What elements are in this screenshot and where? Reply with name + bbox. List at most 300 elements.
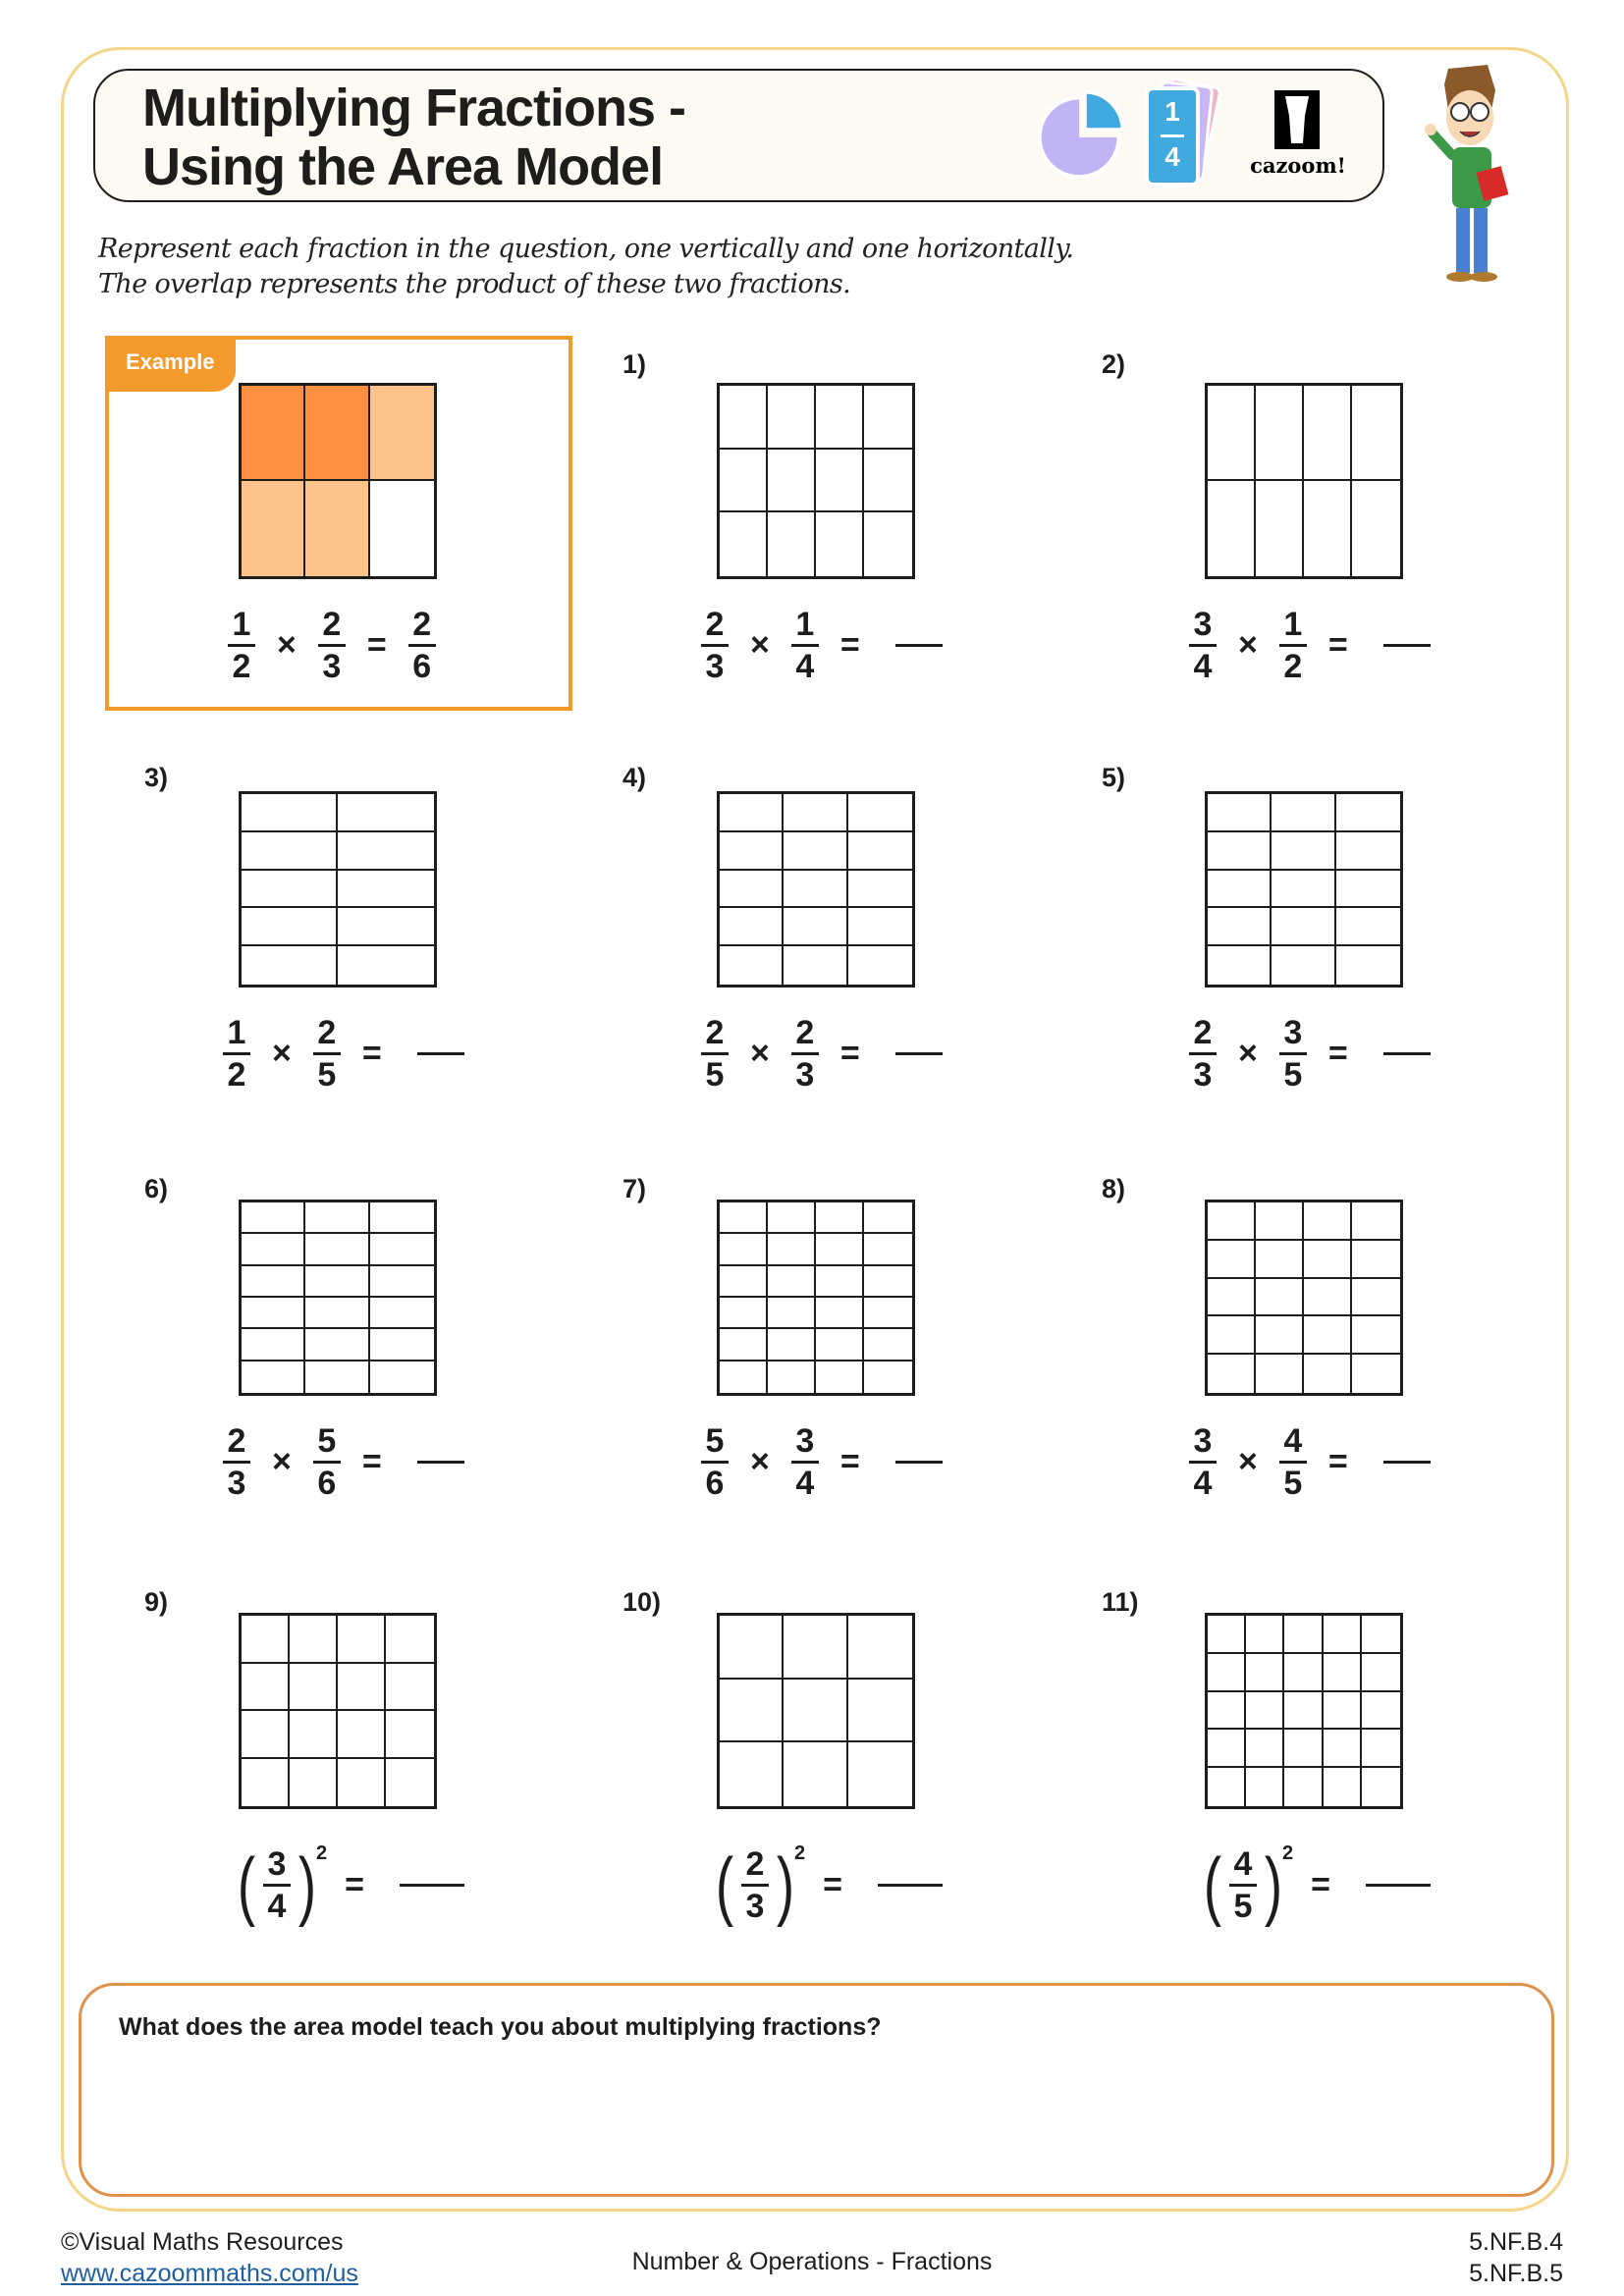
answer-blank[interactable]	[1383, 1052, 1431, 1055]
grid-cell[interactable]	[864, 512, 912, 576]
grid-cell[interactable]	[1256, 481, 1304, 576]
denominator: 6	[317, 1464, 337, 1502]
equation	[697, 1009, 943, 1097]
grid-cell[interactable]	[816, 1266, 864, 1298]
fraction-bar	[701, 1052, 729, 1055]
grid-cell[interactable]	[1324, 1692, 1362, 1731]
example-equation	[224, 601, 440, 689]
grid-cell[interactable]	[1256, 386, 1304, 481]
fraction	[1189, 1423, 1217, 1501]
grid-cell[interactable]	[242, 1202, 305, 1234]
grid-cell[interactable]	[305, 1202, 369, 1234]
grid-cell[interactable]	[242, 832, 338, 871]
fraction	[701, 607, 729, 684]
grid-cell[interactable]	[1362, 1692, 1400, 1731]
grid-cell[interactable]	[816, 512, 864, 576]
grid-cell[interactable]	[864, 1298, 912, 1329]
grid-cell[interactable]	[768, 1362, 816, 1393]
grid-cell[interactable]	[386, 1711, 434, 1759]
fraction	[228, 607, 255, 684]
title-line-2: Using the Area Model	[142, 137, 664, 196]
grid-cell[interactable]	[370, 1362, 434, 1393]
grid-cell[interactable]	[1208, 1616, 1246, 1654]
grid-cell[interactable]	[1208, 908, 1272, 946]
grid-cell[interactable]	[1208, 1654, 1246, 1692]
grid-cell[interactable]	[1352, 386, 1400, 481]
question-number: 3)	[144, 763, 169, 792]
reflection-answer-box[interactable]	[79, 1983, 1554, 2197]
grid-cell[interactable]	[816, 1298, 864, 1329]
fraction-bar	[791, 1052, 819, 1055]
fraction	[791, 1423, 819, 1501]
equals-sign: =	[366, 625, 387, 664]
question-number: 9)	[144, 1587, 169, 1617]
grid-cell[interactable]	[720, 1616, 784, 1680]
fraction-bar	[1279, 1052, 1307, 1055]
grid-cell[interactable]	[864, 386, 912, 450]
answer-blank[interactable]	[895, 644, 943, 647]
times-sign: ×	[1238, 1034, 1258, 1072]
numerator: 2	[745, 1844, 765, 1883]
grid-cell[interactable]	[720, 450, 768, 513]
grid-cell[interactable]	[1272, 908, 1335, 946]
grid-cell[interactable]	[305, 386, 369, 481]
grid-cell[interactable]	[242, 871, 338, 909]
times-sign: ×	[750, 625, 770, 664]
grid-cell[interactable]	[720, 1329, 768, 1361]
grid-cell[interactable]	[386, 1616, 434, 1664]
grid-cell[interactable]	[1208, 871, 1272, 909]
grid-cell[interactable]	[290, 1664, 338, 1712]
right-paren: )	[298, 1842, 317, 1928]
grid-cell[interactable]	[1352, 1241, 1400, 1279]
grid-cell[interactable]	[1208, 481, 1256, 576]
grid-cell[interactable]	[338, 908, 434, 946]
grid-cell[interactable]	[1336, 832, 1400, 871]
fraction-bar	[741, 1884, 769, 1887]
grid-cell[interactable]	[768, 1202, 816, 1234]
equals-sign: =	[1327, 625, 1348, 664]
grid-cell[interactable]	[370, 1234, 434, 1265]
grid-cell[interactable]	[1304, 386, 1352, 481]
grid-cell[interactable]	[720, 512, 768, 576]
numerator: 3	[1193, 605, 1213, 643]
grid-cell[interactable]	[1304, 1202, 1352, 1241]
denominator: 4	[1193, 1464, 1213, 1502]
area-model-grid	[239, 1613, 437, 1809]
grid-cell[interactable]	[1256, 1279, 1304, 1317]
grid-cell[interactable]	[386, 1664, 434, 1712]
grid-cell[interactable]	[720, 832, 784, 871]
numerator: 3	[795, 1421, 815, 1460]
fraction-bar	[223, 1461, 250, 1464]
answer-blank[interactable]	[1366, 1884, 1431, 1887]
grid-cell[interactable]	[768, 1329, 816, 1361]
grid-cell[interactable]	[864, 1329, 912, 1361]
equation	[697, 1417, 943, 1506]
area-model-grid	[239, 1200, 437, 1396]
grid-cell[interactable]	[848, 832, 912, 871]
grid-cell[interactable]	[816, 1362, 864, 1393]
grid-cell[interactable]	[1304, 1316, 1352, 1355]
fraction	[1189, 607, 1217, 684]
grid-cell[interactable]	[1352, 481, 1400, 576]
grid-cell[interactable]	[1256, 1202, 1304, 1241]
answer-blank[interactable]	[878, 1884, 943, 1887]
answer-blank[interactable]	[400, 1884, 464, 1887]
numerator: 1	[232, 605, 251, 643]
grid-cell[interactable]	[1336, 908, 1400, 946]
fraction	[791, 607, 819, 684]
area-model-grid	[717, 791, 915, 988]
grid-cell[interactable]	[848, 908, 912, 946]
grid-cell[interactable]	[1284, 1616, 1323, 1654]
numerator: 2	[317, 1013, 337, 1051]
grid-cell[interactable]	[1324, 1654, 1362, 1692]
grid-cell[interactable]	[370, 386, 434, 481]
fraction-card-icon	[1129, 79, 1227, 191]
grid-cell[interactable]	[1304, 481, 1352, 576]
fraction-bar	[1189, 1052, 1217, 1055]
grid-cell[interactable]	[720, 871, 784, 909]
grid-cell[interactable]	[864, 1266, 912, 1298]
grid-cell[interactable]	[305, 1234, 369, 1265]
grid-cell[interactable]	[720, 1742, 784, 1806]
grid-cell[interactable]	[1208, 1279, 1256, 1317]
grid-cell[interactable]	[784, 908, 847, 946]
denominator: 3	[322, 647, 342, 685]
grid-cell[interactable]	[864, 1362, 912, 1393]
denominator: 5	[317, 1055, 337, 1094]
grid-cell[interactable]	[720, 1298, 768, 1329]
card-numerator: 1	[1164, 96, 1180, 127]
standard-code: 5.NF.B.5	[1469, 2260, 1563, 2287]
grid-cell[interactable]	[305, 1266, 369, 1298]
grid-cell[interactable]	[305, 1329, 369, 1361]
grid-cell[interactable]	[242, 1759, 290, 1807]
grid-cell[interactable]	[1304, 1279, 1352, 1317]
grid-cell[interactable]	[1362, 1730, 1400, 1768]
grid-cell[interactable]	[338, 946, 434, 985]
fraction-bar	[223, 1052, 250, 1055]
answer-blank[interactable]	[1383, 644, 1431, 647]
fraction	[701, 1423, 729, 1501]
times-sign: ×	[272, 1442, 292, 1480]
grid-cell[interactable]	[1208, 832, 1272, 871]
grid-cell[interactable]	[768, 386, 816, 450]
grid-cell[interactable]	[848, 1616, 912, 1680]
grid-cell[interactable]	[1208, 386, 1256, 481]
grid-cell[interactable]	[1336, 794, 1400, 832]
grid-cell[interactable]	[720, 1362, 768, 1393]
grid-cell[interactable]	[242, 1266, 305, 1298]
grid-cell[interactable]	[1284, 1692, 1323, 1731]
answer-blank[interactable]	[417, 1461, 464, 1464]
answer-blank[interactable]	[895, 1461, 943, 1464]
grid-cell[interactable]	[784, 1616, 847, 1680]
area-model-grid	[1205, 1200, 1403, 1396]
grid-cell[interactable]	[1246, 1730, 1284, 1768]
grid-cell[interactable]	[242, 1329, 305, 1361]
fraction	[1229, 1846, 1257, 1924]
grid-cell[interactable]	[720, 794, 784, 832]
grid-cell[interactable]	[242, 1234, 305, 1265]
denominator: 2	[227, 1055, 246, 1094]
times-sign: ×	[272, 1034, 292, 1072]
denominator: 4	[1193, 647, 1213, 685]
grid-cell[interactable]	[242, 1362, 305, 1393]
grid-cell[interactable]	[864, 1234, 912, 1265]
grid-cell[interactable]	[305, 1298, 369, 1329]
grid-cell[interactable]	[1362, 1616, 1400, 1654]
grid-cell[interactable]	[242, 386, 305, 481]
grid-cell[interactable]	[338, 1759, 386, 1807]
grid-cell[interactable]	[1304, 1241, 1352, 1279]
denominator: 5	[1283, 1055, 1303, 1094]
grid-cell[interactable]	[848, 871, 912, 909]
grid-cell[interactable]	[290, 1616, 338, 1664]
area-model-grid	[717, 1613, 915, 1809]
teacher-character-icon	[1419, 61, 1522, 289]
denominator: 4	[795, 647, 815, 685]
grid-cell[interactable]	[768, 1266, 816, 1298]
question-number: 7)	[623, 1174, 647, 1203]
grid-cell[interactable]	[242, 1664, 290, 1712]
fraction	[313, 1423, 341, 1501]
grid-cell[interactable]	[848, 946, 912, 985]
grid-cell[interactable]	[1208, 1692, 1246, 1731]
grid-cell[interactable]	[768, 1298, 816, 1329]
grid-cell[interactable]	[370, 1329, 434, 1361]
grid-cell[interactable]	[816, 1329, 864, 1361]
denominator: 3	[745, 1887, 765, 1925]
grid-cell[interactable]	[1362, 1654, 1400, 1692]
equation	[697, 601, 943, 689]
grid-cell[interactable]	[848, 1742, 912, 1806]
grid-cell[interactable]	[1352, 1316, 1400, 1355]
denominator: 2	[1283, 647, 1303, 685]
area-model-grid	[717, 383, 915, 579]
grid-cell[interactable]	[720, 386, 768, 450]
grid-cell[interactable]	[1256, 1241, 1304, 1279]
grid-cell[interactable]	[242, 908, 338, 946]
fraction-bar	[263, 1884, 291, 1887]
grid-cell[interactable]	[242, 946, 338, 985]
left-paren: (	[1203, 1842, 1222, 1928]
numerator: 2	[705, 605, 725, 643]
grid-cell[interactable]	[1336, 871, 1400, 909]
question-number: 1)	[623, 349, 647, 379]
fraction-bar	[1189, 644, 1217, 647]
grid-cell[interactable]	[1284, 1768, 1323, 1806]
grid-cell[interactable]	[305, 1362, 369, 1393]
grid-cell[interactable]	[720, 1680, 784, 1743]
grid-cell[interactable]	[1324, 1616, 1362, 1654]
equals-sign: =	[361, 1442, 382, 1480]
grid-cell[interactable]	[338, 1664, 386, 1712]
grid-cell[interactable]	[1272, 832, 1335, 871]
area-model-grid	[239, 791, 437, 988]
numerator: 2	[795, 1013, 815, 1051]
numerator: 1	[1283, 605, 1303, 643]
title-line-1: Multiplying Fractions -	[142, 79, 685, 137]
denominator: 3	[1193, 1055, 1213, 1094]
grid-cell[interactable]	[370, 1266, 434, 1298]
grid-cell[interactable]	[784, 946, 847, 985]
fraction-bar	[1189, 1461, 1217, 1464]
grid-cell[interactable]	[1208, 1730, 1246, 1768]
grid-cell[interactable]	[768, 1234, 816, 1265]
denominator: 2	[232, 647, 251, 685]
fraction	[1189, 1015, 1217, 1093]
equals-sign: =	[839, 1034, 860, 1072]
right-paren: )	[1264, 1842, 1283, 1928]
equation	[1200, 1841, 1431, 1929]
grid-cell[interactable]	[338, 871, 434, 909]
area-model-grid	[1205, 1613, 1403, 1809]
grid-cell[interactable]	[1304, 1355, 1352, 1393]
fraction-bar	[313, 1052, 341, 1055]
grid-cell[interactable]	[1256, 1316, 1304, 1355]
numerator: 2	[227, 1421, 246, 1460]
grid-cell[interactable]	[1208, 794, 1272, 832]
grid-cell[interactable]	[848, 1680, 912, 1743]
answer-blank[interactable]	[1383, 1461, 1431, 1464]
fraction-bar	[701, 644, 729, 647]
grid-cell[interactable]	[242, 794, 338, 832]
example-area-grid	[239, 383, 437, 579]
grid-cell[interactable]	[720, 1202, 768, 1234]
grid-cell[interactable]	[816, 1234, 864, 1265]
times-sign: ×	[277, 625, 297, 664]
grid-cell[interactable]	[768, 450, 816, 513]
grid-cell[interactable]	[816, 1202, 864, 1234]
grid-cell[interactable]	[848, 794, 912, 832]
grid-cell[interactable]	[784, 871, 847, 909]
pie-chart-icon	[1034, 86, 1128, 181]
grid-cell[interactable]	[784, 832, 847, 871]
website-link[interactable]: www.cazoommaths.com/us	[61, 2260, 358, 2287]
grid-cell[interactable]	[1352, 1279, 1400, 1317]
area-model-grid	[1205, 383, 1403, 579]
numerator: 3	[267, 1844, 287, 1883]
grid-cell[interactable]	[1246, 1768, 1284, 1806]
right-paren: )	[776, 1842, 795, 1928]
fraction	[741, 1846, 769, 1924]
grid-cell[interactable]	[816, 450, 864, 513]
grid-cell[interactable]	[1284, 1730, 1323, 1768]
equals-sign: =	[1327, 1442, 1348, 1480]
grid-cell[interactable]	[784, 794, 847, 832]
grid-cell[interactable]	[1208, 1768, 1246, 1806]
grid-cell[interactable]	[1246, 1654, 1284, 1692]
equation	[234, 1841, 464, 1929]
grid-cell[interactable]	[1246, 1616, 1284, 1654]
grid-cell[interactable]	[768, 512, 816, 576]
grid-cell[interactable]	[242, 1298, 305, 1329]
grid-cell[interactable]	[1362, 1768, 1400, 1806]
grid-cell[interactable]	[1352, 1202, 1400, 1241]
grid-cell[interactable]	[370, 1202, 434, 1234]
numerator: 5	[705, 1421, 725, 1460]
grid-cell[interactable]	[784, 1742, 847, 1806]
equation	[1185, 601, 1431, 689]
times-sign: ×	[1238, 625, 1258, 664]
grid-cell[interactable]	[864, 450, 912, 513]
grid-cell[interactable]	[338, 1711, 386, 1759]
numerator: 3	[1283, 1013, 1303, 1051]
fraction-bar	[1279, 1461, 1307, 1464]
fraction	[223, 1423, 250, 1501]
grid-cell[interactable]	[864, 1202, 912, 1234]
grid-cell[interactable]	[370, 1298, 434, 1329]
grid-cell[interactable]	[386, 1759, 434, 1807]
fraction	[263, 1846, 291, 1924]
grid-cell[interactable]	[1272, 794, 1335, 832]
grid-cell[interactable]	[305, 481, 369, 576]
fraction-bar	[1229, 1884, 1257, 1887]
grid-cell[interactable]	[1272, 871, 1335, 909]
fraction	[1279, 1423, 1307, 1501]
answer-blank[interactable]	[417, 1052, 464, 1055]
grid-cell[interactable]	[1208, 1316, 1256, 1355]
numerator: 2	[705, 1013, 725, 1051]
grid-cell[interactable]	[1284, 1654, 1323, 1692]
fraction	[791, 1015, 819, 1093]
grid-cell[interactable]	[1256, 1355, 1304, 1393]
grid-cell[interactable]	[784, 1680, 847, 1743]
grid-cell[interactable]	[1208, 1202, 1256, 1241]
instructions	[98, 232, 1073, 302]
reflection-prompt: What does the area model teach you about multiplying fractions?	[119, 2013, 882, 2041]
grid-cell[interactable]	[1208, 1355, 1256, 1393]
grid-cell[interactable]	[290, 1711, 338, 1759]
grid-cell[interactable]	[720, 1234, 768, 1265]
left-paren: (	[237, 1842, 256, 1928]
question-number: 4)	[623, 763, 647, 792]
grid-cell[interactable]	[1208, 946, 1272, 985]
grid-cell[interactable]	[242, 1711, 290, 1759]
grid-cell[interactable]	[370, 481, 434, 576]
grid-cell[interactable]	[1336, 946, 1400, 985]
grid-cell[interactable]	[1246, 1692, 1284, 1731]
page-title	[142, 79, 685, 196]
grid-cell[interactable]	[1208, 1241, 1256, 1279]
grid-cell[interactable]	[720, 946, 784, 985]
grid-cell[interactable]	[290, 1759, 338, 1807]
grid-cell[interactable]	[1352, 1355, 1400, 1393]
answer-blank[interactable]	[895, 1052, 943, 1055]
exponent: 2	[315, 1842, 328, 1864]
grid-cell[interactable]	[1324, 1768, 1362, 1806]
fraction	[408, 607, 436, 684]
grid-cell[interactable]	[338, 794, 434, 832]
grid-cell[interactable]	[720, 908, 784, 946]
grid-cell[interactable]	[242, 481, 305, 576]
drum-icon	[1274, 90, 1320, 149]
grid-cell[interactable]	[720, 1266, 768, 1298]
grid-cell[interactable]	[338, 832, 434, 871]
topic-label: Number & Operations - Fractions	[631, 2248, 993, 2275]
standard-code: 5.NF.B.4	[1469, 2228, 1563, 2256]
grid-cell[interactable]	[1324, 1730, 1362, 1768]
numerator: 2	[1193, 1013, 1213, 1051]
grid-cell[interactable]	[816, 386, 864, 450]
copyright-text: ©Visual Maths Resources	[61, 2228, 344, 2256]
grid-cell[interactable]	[338, 1616, 386, 1664]
grid-cell[interactable]	[242, 1616, 290, 1664]
grid-cell[interactable]	[1272, 946, 1335, 985]
